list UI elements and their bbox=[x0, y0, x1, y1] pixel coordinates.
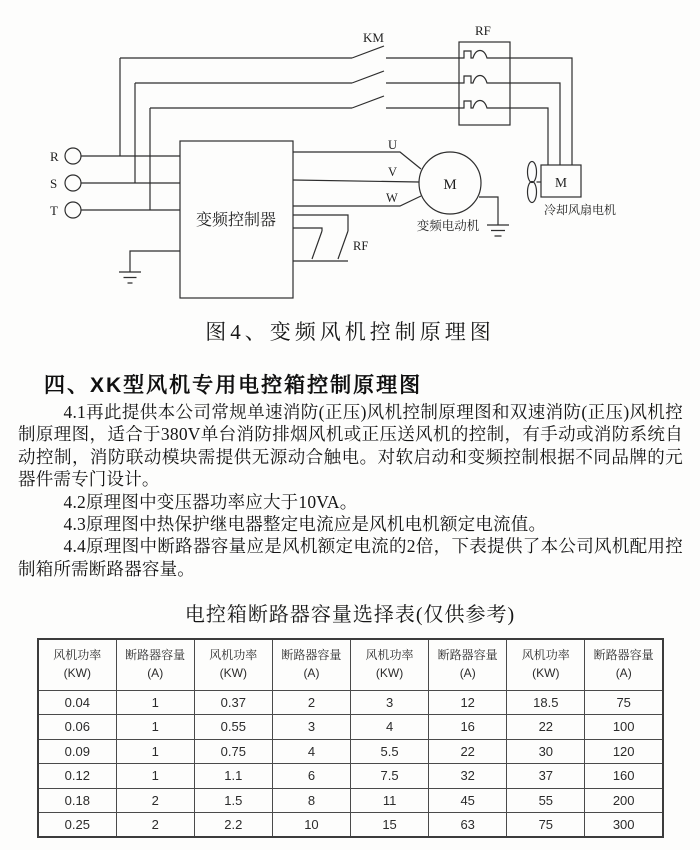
table-cell: 0.09 bbox=[38, 739, 116, 764]
paragraph-4-3: 4.3原理图中热保护继电器整定电流应是风机电机额定电流值。 bbox=[63, 514, 547, 535]
table-cell: 75 bbox=[507, 813, 585, 838]
table-cell: 0.04 bbox=[38, 690, 116, 715]
table-cell: 0.25 bbox=[38, 813, 116, 838]
fan-blade-icon bbox=[528, 162, 537, 183]
table-cell: 12 bbox=[429, 690, 507, 715]
fan-blade-icon bbox=[528, 182, 537, 203]
phase-s-label: S bbox=[50, 176, 58, 191]
branch-wires bbox=[120, 58, 150, 210]
column-header: 断路器容量 (A) bbox=[429, 639, 507, 690]
table-cell: 5.5 bbox=[351, 739, 429, 764]
table-cell: 1 bbox=[116, 739, 194, 764]
table-cell: 0.18 bbox=[38, 788, 116, 813]
table-cell: 45 bbox=[429, 788, 507, 813]
out-w-label: W bbox=[386, 191, 398, 205]
table-cell: 1.5 bbox=[194, 788, 272, 813]
table-cell: 200 bbox=[585, 788, 663, 813]
controller-label: 变频控制器 bbox=[195, 212, 277, 229]
table-cell: 18.5 bbox=[507, 690, 585, 715]
table-cell: 0.06 bbox=[38, 715, 116, 740]
table-cell: 10 bbox=[272, 813, 350, 838]
out-v-label: V bbox=[388, 165, 398, 179]
table-cell: 22 bbox=[429, 739, 507, 764]
table-cell: 22 bbox=[507, 715, 585, 740]
terminal-r-icon bbox=[65, 148, 81, 164]
table-cell: 4 bbox=[272, 739, 350, 764]
km-contactor-icon bbox=[352, 46, 384, 108]
table-cell: 2 bbox=[116, 788, 194, 813]
table-cell: 4 bbox=[351, 715, 429, 740]
wire-u bbox=[293, 152, 421, 169]
table-cell: 2 bbox=[272, 690, 350, 715]
rf-aux-contact-icon bbox=[293, 215, 348, 261]
table-row bbox=[38, 764, 663, 789]
table-cell: 75 bbox=[585, 690, 663, 715]
wire-v bbox=[293, 180, 419, 182]
input-wires bbox=[81, 156, 180, 210]
table-cell: 8 bbox=[272, 788, 350, 813]
phase-t-label: T bbox=[50, 203, 58, 218]
km-label: KM bbox=[363, 30, 384, 45]
motor-name-label: 变频电动机 bbox=[416, 219, 480, 233]
column-header: 断路器容量 (A) bbox=[116, 639, 194, 690]
table-cell: 2 bbox=[116, 813, 194, 838]
table-cell: 100 bbox=[585, 715, 663, 740]
table-cell: 15 bbox=[351, 813, 429, 838]
table-cell: 1 bbox=[116, 764, 194, 789]
table-cell: 37 bbox=[507, 764, 585, 789]
column-header: 风机功率 (KW) bbox=[194, 639, 272, 690]
table-cell: 0.75 bbox=[194, 739, 272, 764]
figure-caption: 图4、变频风机控制原理图 bbox=[205, 320, 495, 344]
table-cell: 0.55 bbox=[194, 715, 272, 740]
table-cell: 1 bbox=[116, 715, 194, 740]
column-header: 风机功率 (KW) bbox=[351, 639, 429, 690]
table-header bbox=[38, 639, 663, 690]
fan-feed-wires bbox=[510, 58, 572, 165]
paragraph-4-4: 4.4原理图中断路器容量应是风机额定电流的2倍，下表提供了本公司风机配用控制箱所需断路器容量。 bbox=[18, 536, 683, 579]
table-cell: 55 bbox=[507, 788, 585, 813]
body-paragraphs bbox=[18, 401, 683, 580]
table-cell: 0.37 bbox=[194, 690, 272, 715]
table-row bbox=[38, 788, 663, 813]
km-out-wires bbox=[386, 58, 459, 108]
controller-ground-icon bbox=[119, 251, 180, 283]
out-u-label: U bbox=[388, 138, 398, 152]
thermal-element-icon bbox=[459, 101, 510, 109]
table-cell: 6 bbox=[272, 764, 350, 789]
table-body bbox=[38, 690, 663, 837]
motor-m-label: M bbox=[443, 177, 457, 193]
breaker-capacity-table bbox=[37, 638, 664, 838]
table-row bbox=[38, 813, 663, 838]
column-header: 断路器容量 (A) bbox=[585, 639, 663, 690]
table-row bbox=[38, 715, 663, 740]
table-cell: 0.12 bbox=[38, 764, 116, 789]
section-heading: 四、XK型风机专用电控箱控制原理图 bbox=[44, 374, 423, 397]
table-cell: 32 bbox=[429, 764, 507, 789]
table-row bbox=[38, 739, 663, 764]
table-cell: 7.5 bbox=[351, 764, 429, 789]
table-cell: 63 bbox=[429, 813, 507, 838]
motor-ground-icon bbox=[479, 197, 509, 236]
fan-name-label: 冷却风扇电机 bbox=[543, 203, 617, 217]
rf-aux-label: RF bbox=[353, 239, 369, 253]
table-cell: 3 bbox=[272, 715, 350, 740]
table-cell: 11 bbox=[351, 788, 429, 813]
terminal-s-icon bbox=[65, 175, 81, 191]
thermal-element-icon bbox=[459, 76, 510, 84]
fan-m-label: M bbox=[554, 175, 568, 190]
table-cell: 16 bbox=[429, 715, 507, 740]
table-cell: 3 bbox=[351, 690, 429, 715]
column-header: 断路器容量 (A) bbox=[272, 639, 350, 690]
circuit-diagram bbox=[0, 0, 700, 312]
header-row bbox=[38, 639, 663, 690]
table-cell: 30 bbox=[507, 739, 585, 764]
phase-r-label: R bbox=[50, 149, 59, 164]
table-row bbox=[38, 690, 663, 715]
table-cell: 300 bbox=[585, 813, 663, 838]
table-cell: 2.2 bbox=[194, 813, 272, 838]
wire-w bbox=[293, 196, 421, 206]
table-cell: 120 bbox=[585, 739, 663, 764]
column-header: 风机功率 (KW) bbox=[38, 639, 116, 690]
thermal-element-icon bbox=[459, 51, 510, 59]
table-cell: 1.1 bbox=[194, 764, 272, 789]
top-rails bbox=[120, 58, 352, 108]
table-title: 电控箱断路器容量选择表(仅供参考) bbox=[184, 604, 516, 626]
column-header: 风机功率 (KW) bbox=[507, 639, 585, 690]
rf-overload-label: RF bbox=[475, 23, 491, 38]
table-cell: 1 bbox=[116, 690, 194, 715]
paragraph-4-1: 4.1再此提供本公司常规单速消防(正压)风机控制原理图和双速消防(正压)风机控制原理图，适合于380V单台消防排烟风机或正压送风机的控制，有手动或消防系统自动控制，消防联动模块需提供无源动合触电。对软启动和变频控制根据不同品牌的元器件需专门设计。 bbox=[18, 402, 683, 490]
paragraph-4-2: 4.2原理图中变压器功率应大于10VA。 bbox=[63, 491, 358, 512]
table-cell: 160 bbox=[585, 764, 663, 789]
terminal-t-icon bbox=[65, 202, 81, 218]
